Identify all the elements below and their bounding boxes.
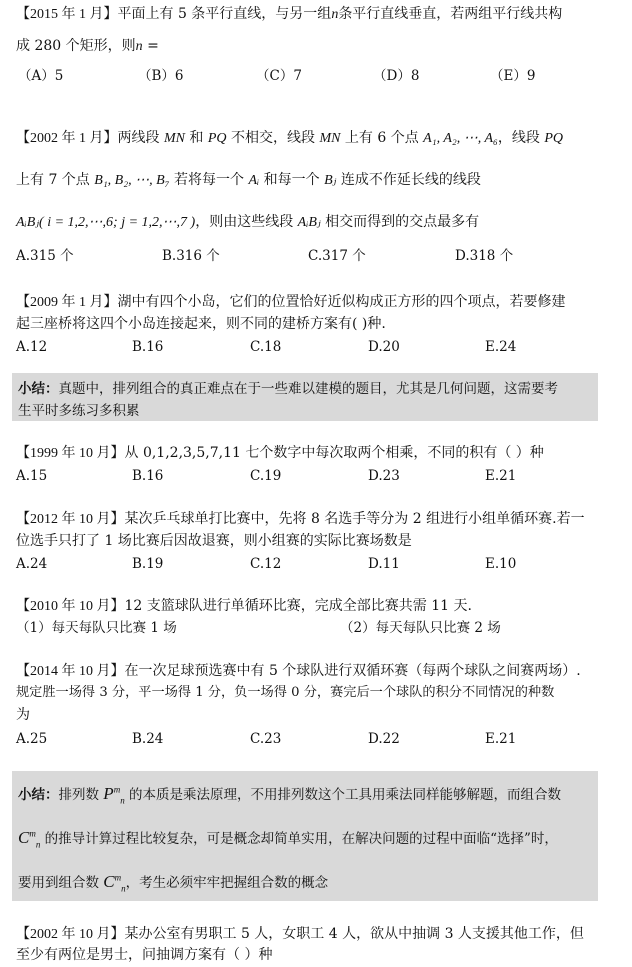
option-d: D.23 xyxy=(368,468,400,484)
option-d: D.11 xyxy=(368,556,400,572)
condition-2: （2）每天每队只比赛 2 场 xyxy=(340,620,501,636)
question-2009-jan: 【2009 年 1 月】湖中有四个小岛，它们的位置恰好近似构成正方形的四个项点，若要修建 xyxy=(16,294,566,310)
question-2010-oct: 【2010 年 10 月】12 支篮球队进行单循环比赛，完成全部比赛共需 11 天. xyxy=(16,598,472,614)
option-c: C.317 个 xyxy=(308,248,366,264)
question-2002-oct-line2: 至少有两位是男士，问抽调方案有（ ）种 xyxy=(16,947,273,963)
option-a: A.15 xyxy=(16,468,48,484)
option-b: B.316 个 xyxy=(162,248,220,264)
option-a: A.12 xyxy=(16,339,48,355)
option-e: （E）9 xyxy=(490,68,536,84)
question-2009-jan-line2: 起三座桥将这四个小岛连接起来，则不同的建桥方案有( )种. xyxy=(16,316,386,332)
option-b: B.16 xyxy=(132,339,164,355)
question-tag: 【2015 年 1 月】 xyxy=(16,7,118,22)
option-c: C.18 xyxy=(250,339,282,355)
option-d: D.20 xyxy=(368,339,400,355)
combination-symbol: $C^m_n$ xyxy=(18,828,41,850)
summary-box: 小结：真题中，排列组合的真正难点在于一些难以建模的题目，尤其是几何问题，这需要考 生平时多练习多积累 xyxy=(12,373,598,421)
summary-label: 小结： xyxy=(18,381,59,397)
option-d: （D）8 xyxy=(373,68,420,84)
option-d: D.318 个 xyxy=(455,248,514,264)
permutation-symbol: $P^m_n$ xyxy=(103,784,125,806)
option-b: B.24 xyxy=(132,731,164,747)
summary-label: 小结： xyxy=(18,787,59,803)
question-2014-oct-line2: 规定胜一场得 3 分，平一场得 1 分，负一场得 0 分，赛完后一个球队的积分不同情况的种数 xyxy=(16,685,555,700)
question-2002-jan: 【2002 年 1 月】两线段 MN 和 PQ 不相交，线段 MN 上有 6 个点 A₁, A₂, ⋯, A₆，线段 PQ xyxy=(16,130,564,146)
question-2012-oct: 【2012 年 10 月】某次乒乓球单打比赛中，先将 8 名选手等分为 2 组进行小组单循环赛.若一 xyxy=(16,511,585,527)
option-c: （C）7 xyxy=(256,68,302,84)
option-b: B.16 xyxy=(132,468,164,484)
question-2002-jan-line2: 上有 7 个点 B₁, B₂, ⋯, B₇ 若将每一个 Aᵢ 和每一个 Bⱼ 连成不作延长线的线段 xyxy=(16,172,481,188)
option-c: C.19 xyxy=(250,468,282,484)
question-2014-oct-line3: 为 xyxy=(16,707,30,723)
option-a: A.315 个 xyxy=(16,248,74,264)
summary-box-2: 小结：排列数 $P^m_n$ 的本质是乘法原理，不用排列数这个工具用乘法同样能够解题，而组合数 $C^m_n$ 的推导计算过程比较复杂，可是概念却简单实用，在解决问题的过程中面临“选择”时， 要用到组合数 $C^m_n$，考生必须牢牢把握组合数的概念 xyxy=(12,771,598,901)
question-2002-jan-line3: AᵢBⱼ( i = 1,2,⋯,6; j = 1,2,⋯,7 )，则由这些线段 AᵢBⱼ 相交而得到的交点最多有 xyxy=(16,214,480,230)
question-2014-oct: 【2014 年 10 月】在一次足球预选赛中有 5 个球队进行双循环赛（每两个球队之间赛两场）. xyxy=(16,663,581,679)
option-b: （B）6 xyxy=(138,68,184,84)
question-2015-jan-line2: 成 280 个矩形，则n = xyxy=(16,38,159,54)
option-a: （A）5 xyxy=(18,68,64,84)
condition-1: （1）每天每队只比赛 1 场 xyxy=(16,620,177,636)
option-e: E.21 xyxy=(485,731,517,747)
option-a: A.24 xyxy=(16,556,48,572)
option-d: D.22 xyxy=(368,731,400,747)
question-2012-oct-line2: 位选手只打了 1 场比赛后因故退赛，则小组赛的实际比赛场数是 xyxy=(16,533,412,549)
question-2002-oct: 【2002 年 10 月】某办公室有男职工 5 人，女职工 4 人，欲从中抽调 3 人支援其他工作，但 xyxy=(16,926,584,942)
option-b: B.19 xyxy=(132,556,164,572)
option-a: A.25 xyxy=(16,731,48,747)
option-e: E.10 xyxy=(485,556,517,572)
option-e: E.24 xyxy=(485,339,517,355)
combination-symbol: $C^m_n$ xyxy=(103,872,126,894)
option-c: C.12 xyxy=(250,556,282,572)
option-c: C.23 xyxy=(250,731,282,747)
question-1999-oct: 【1999 年 10 月】从 0,1,2,3,5,7,11 七个数字中每次取两个相乘，不同的积有（ ）种 xyxy=(16,445,544,461)
question-2015-jan: 【2015 年 1 月】平面上有 5 条平行直线，与另一组n条平行直线垂直，若两组平行线共构 xyxy=(16,6,563,22)
option-e: E.21 xyxy=(485,468,517,484)
